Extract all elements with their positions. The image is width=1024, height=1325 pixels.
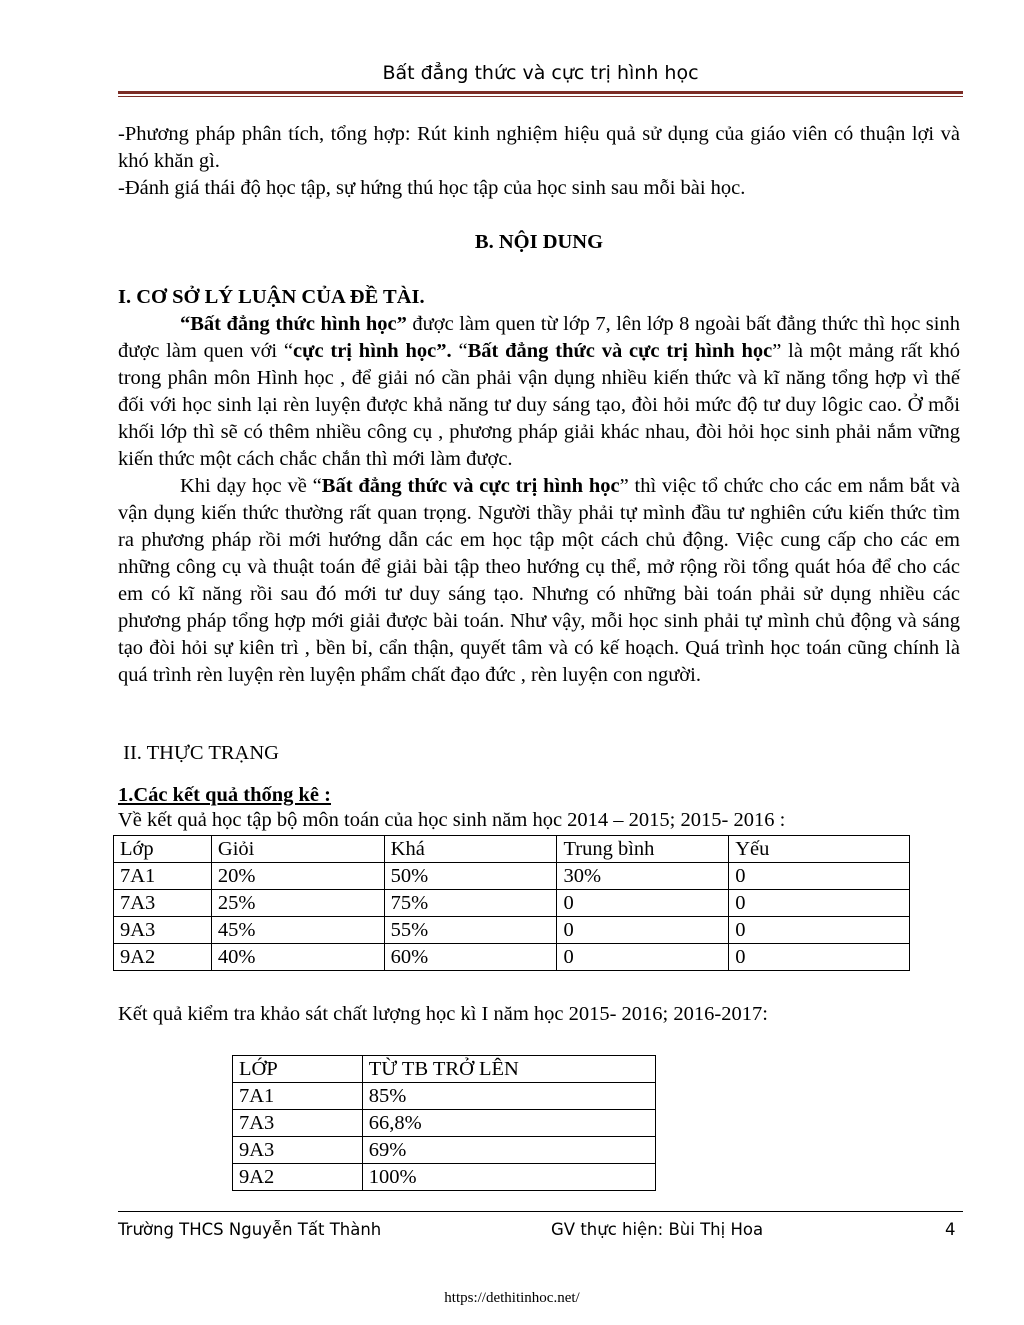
table-row (114, 863, 910, 890)
table-row (114, 944, 910, 971)
table-cell: 7A3 (233, 1110, 363, 1137)
table-row (114, 917, 910, 944)
section-1-paragraph-1: “Bất đẳng thức hình học” được làm quen từ lớp 7, lên lớp 8 ngoài bất đẳng thức thì học sinh được làm quen với “cực trị hình học”. “Bất đẳng thức và cực trị hình học” là một mảng rất khó trong phân môn Hình học , để giải nó cần phải vận dụng nhiều kiến thức và kĩ năng tổng hợp vì thế đối với học sinh lại rèn luyện được khả năng tư duy sáng tạo, đòi hỏi mức độ tư duy lôgic cao. Ở mỗi khối lớp thì sẽ có thêm nhiều công cụ , phương pháp giải khác nhau, đòi hỏi học sinh phải nắm vững kiến thức một cách chắc chắn thì mới làm được. (118, 313, 960, 470)
term-bdt-cuc-tri: Bất đẳng thức và cực trị hình học (467, 340, 773, 362)
table-cell: 7A1 (114, 863, 212, 890)
table-cell: 100% (362, 1164, 655, 1191)
table-cell: 0 (729, 917, 910, 944)
table-cell: 0 (557, 917, 729, 944)
table-cell: 75% (384, 890, 557, 917)
table-row (233, 1137, 656, 1164)
survey-table (232, 1055, 656, 1191)
table-cell: 45% (211, 917, 384, 944)
term-bdt-hinh-hoc: “Bất đẳng thức hình học” (180, 313, 407, 335)
table-cell: 66,8% (362, 1110, 655, 1137)
table-header-cell: Lớp (114, 836, 212, 863)
table-row (233, 1110, 656, 1137)
table-cell: 9A3 (233, 1137, 363, 1164)
table-header-row (233, 1056, 656, 1083)
intro-line-2: -Đánh giá thái độ học tập, sự hứng thú học tập của học sinh sau mỗi bài học. (118, 177, 746, 199)
table-cell: 40% (211, 944, 384, 971)
header-rule (118, 91, 963, 94)
table-cell: 50% (384, 863, 557, 890)
table-cell: 9A2 (114, 944, 212, 971)
table-row (233, 1083, 656, 1110)
section-2-title: II. THỰC TRẠNG (118, 742, 279, 764)
footer-teacher: GV thực hiện: Bùi Thị Hoa (551, 1220, 764, 1239)
term-cuc-tri: cực trị hình học”. (293, 340, 452, 362)
table-cell: 0 (557, 944, 729, 971)
table-cell: 25% (211, 890, 384, 917)
intro-block (118, 121, 960, 202)
table-cell: 0 (729, 863, 910, 890)
table-header-cell: TỪ TB TRỞ LÊN (362, 1056, 655, 1083)
intro-line-1: -Phương pháp phân tích, tổng hợp: Rút kinh nghiệm hiệu quả sử dụng của giáo viên có thuận lợi và khó khăn gì. (118, 123, 960, 172)
table-cell: 0 (729, 944, 910, 971)
table-cell: 60% (384, 944, 557, 971)
results-table (113, 835, 910, 971)
table-row (233, 1164, 656, 1191)
table-cell: 69% (362, 1137, 655, 1164)
section-1-paragraph-2: Khi dạy học về “Bất đẳng thức và cực trị hình học” thì việc tổ chức cho các em nắm bắt và vận dụng kiến thức thường rất quan trọng. Người thầy phải tự mình đầu tư nghiên cứu kiến thức tìm ra phương pháp rồi mới hướng dẫn các em học tập một cách chủ động. Việc cung cấp cho các em những công cụ và thuật toán để giải bài tập theo hướng cụ thể, mở rộng rồi tổng quát hóa để cho các em có kĩ năng rồi sau đó mới tư duy sáng tạo. Nhưng có những bài toán phải sử dụng nhiều các phương pháp tổng hợp mới giải được bài toán. Như vậy, mỗi học sinh phải tự mình chủ động và sáng tạo đòi hỏi sự kiên trì , bền bỉ, cẩn thận, quyết tâm và có kế hoạch. Quá trình học toán cũng chính là quá trình rèn luyện rèn luyện phẩm chất đạo đức , rèn luyện con người. (118, 475, 961, 686)
table-header-cell: LỚP (233, 1056, 363, 1083)
table-cell: 0 (557, 890, 729, 917)
table1-caption: Về kết quả học tập bộ môn toán của học sinh năm học 2014 – 2015; 2015- 2016 : (118, 809, 786, 831)
term-bdt-cuc-tri-2: Bất đẳng thức và cực trị hình học (321, 475, 620, 497)
table-cell: 7A1 (233, 1083, 363, 1110)
header-title: Bất đẳng thức và cực trị hình học (382, 62, 699, 84)
table-header-cell: Khá (384, 836, 557, 863)
table-header-cell: Yếu (729, 836, 910, 863)
footer-rule (118, 1211, 963, 1212)
table-cell: 0 (729, 890, 910, 917)
header-rule-thin (118, 96, 963, 97)
section-b-title: B. NỘI DUNG (474, 231, 604, 253)
section-1 (118, 284, 960, 689)
table-header-row (114, 836, 910, 863)
footer-page-number: 4 (945, 1220, 956, 1239)
table-cell: 85% (362, 1083, 655, 1110)
footer-school: Trường THCS Nguyễn Tất Thành (118, 1220, 382, 1239)
table2-caption: Kết quả kiểm tra khảo sát chất lượng học kì I năm học 2015- 2016; 2016-2017: (118, 1003, 768, 1025)
table-row (114, 890, 910, 917)
table-cell: 55% (384, 917, 557, 944)
table-cell: 9A2 (233, 1164, 363, 1191)
table-header-cell: Trung bình (557, 836, 729, 863)
table-header-cell: Giỏi (211, 836, 384, 863)
table-cell: 20% (211, 863, 384, 890)
section-b (118, 229, 960, 256)
table-cell: 30% (557, 863, 729, 890)
table-cell: 7A3 (114, 890, 212, 917)
section-2-subtitle: 1.Các kết quả thống kê : (118, 784, 331, 806)
table-cell: 9A3 (114, 917, 212, 944)
source-url: https://dethitinhoc.net/ (444, 1290, 580, 1306)
section-1-title: I. CƠ SỞ LÝ LUẬN CỦA ĐỀ TÀI. (118, 286, 425, 308)
